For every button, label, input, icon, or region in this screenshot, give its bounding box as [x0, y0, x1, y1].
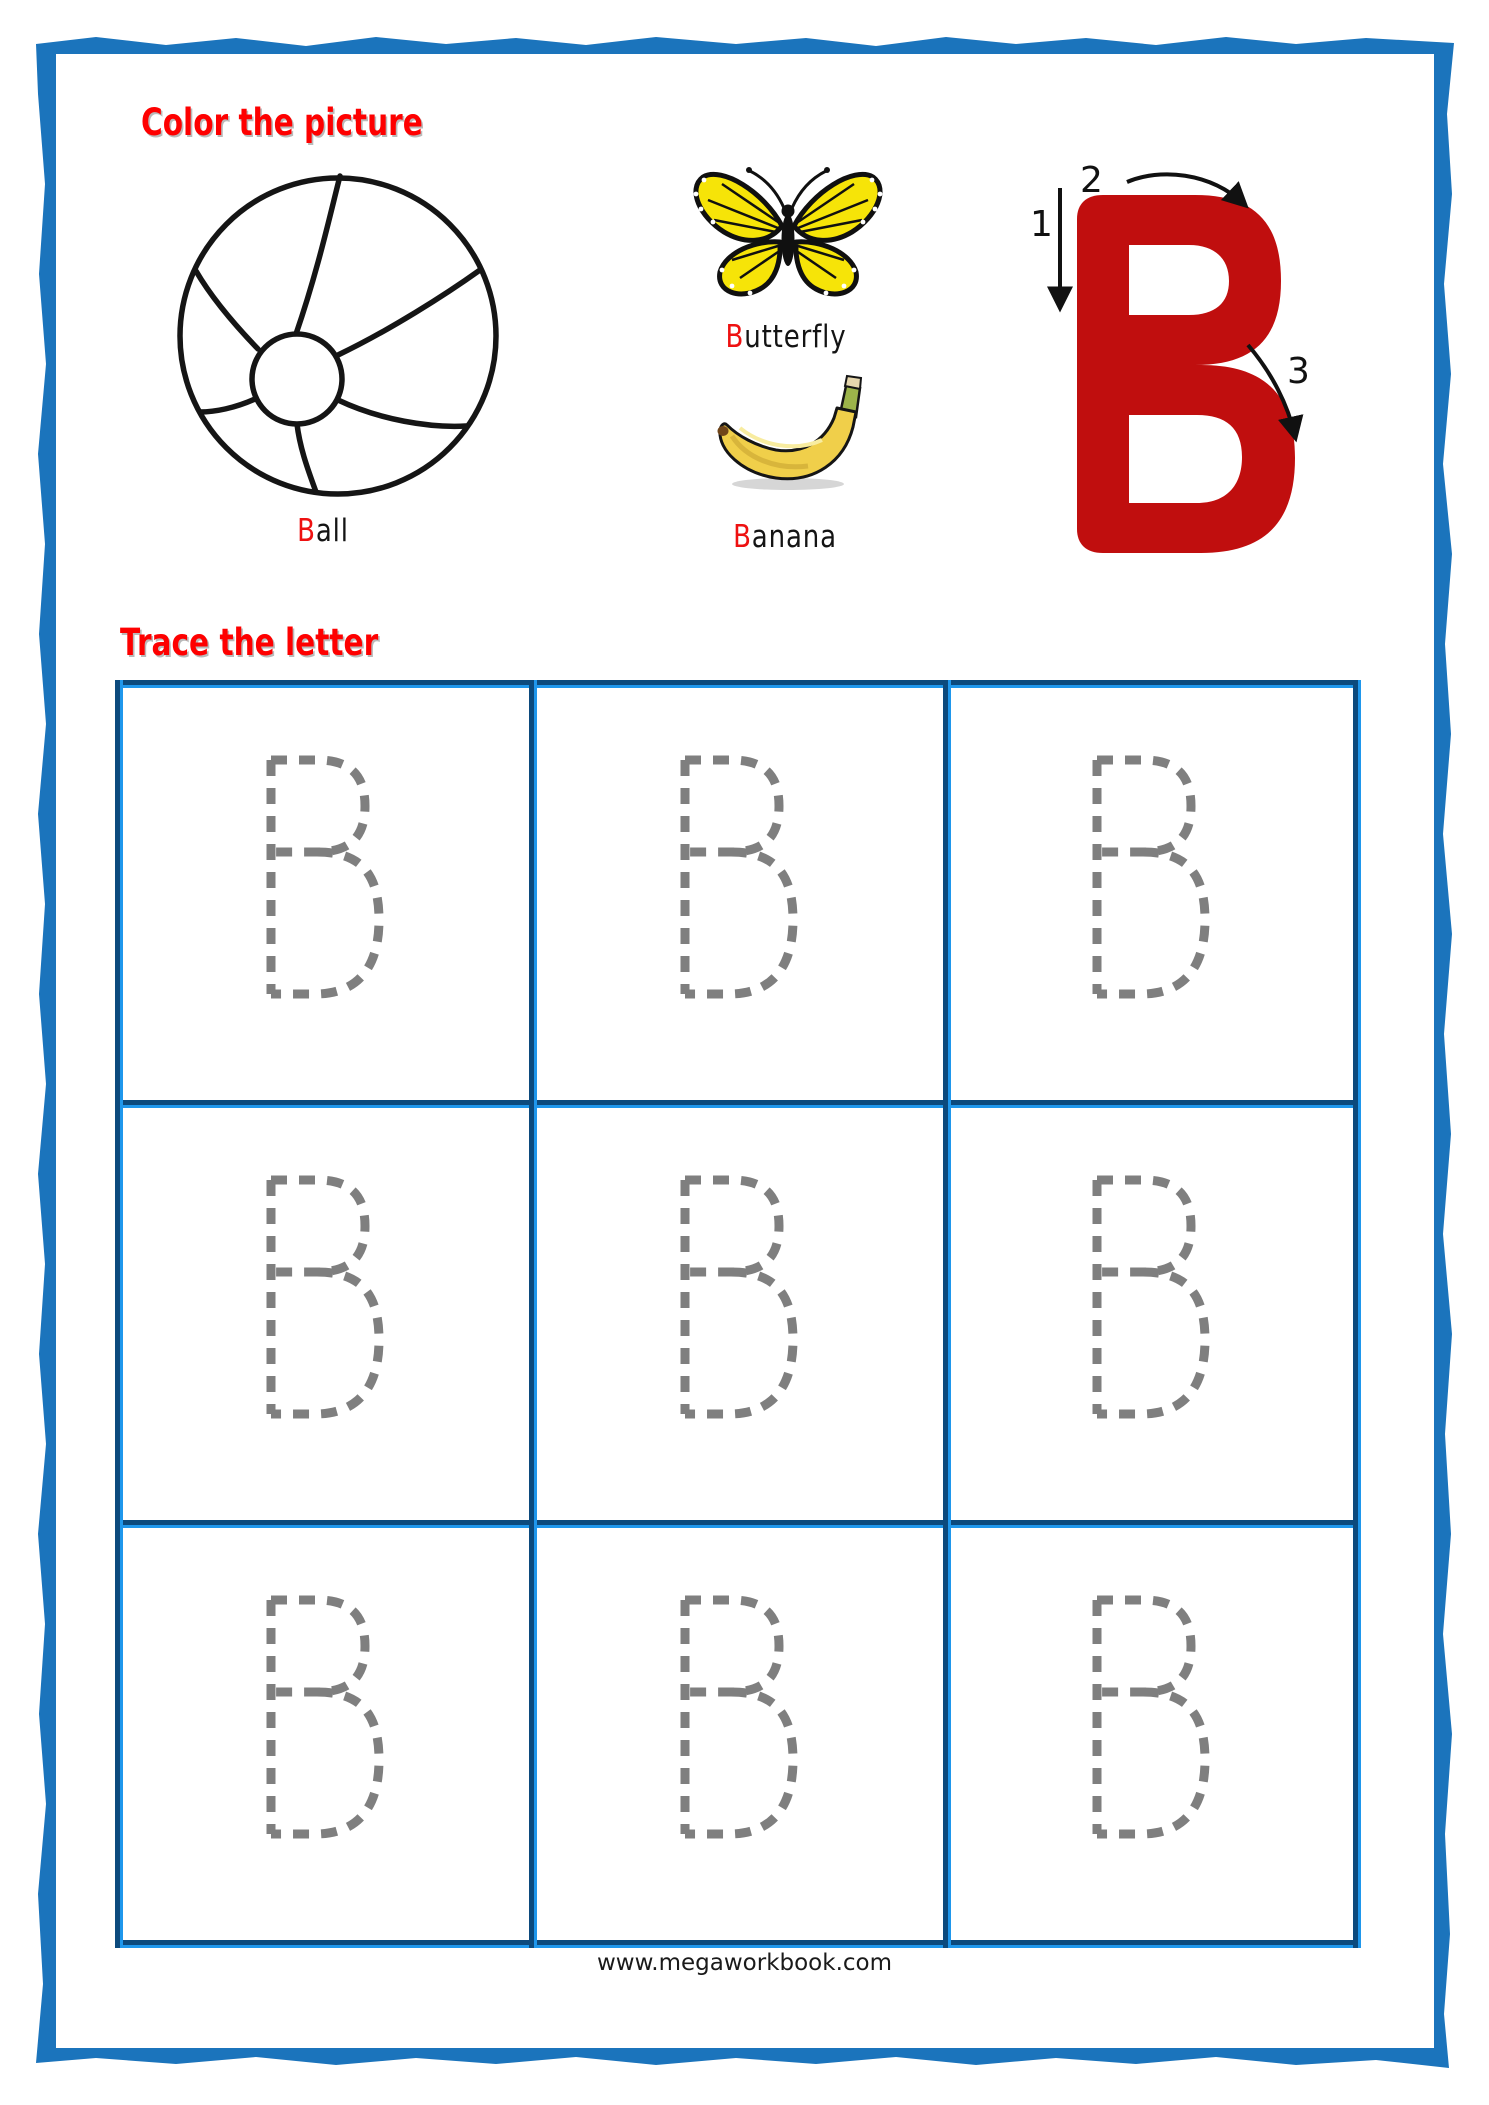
beach-ball-outline: [180, 178, 496, 494]
ball-label-initial: B: [297, 513, 316, 549]
guide-letter-b: [1077, 195, 1295, 553]
trace-letter-cell-5: [685, 1180, 793, 1414]
banana-tip: [718, 426, 729, 436]
banana-label-rest: anana: [751, 519, 837, 555]
beach-ball-drawing: [170, 165, 510, 510]
trace-section-heading: Trace the letter: [120, 621, 379, 664]
butterfly-antenna-tip: [824, 167, 830, 173]
trace-letter-cell-6: [1097, 1180, 1205, 1414]
ball-label: [252, 513, 395, 549]
trace-letter-cell-7: [271, 1600, 379, 1834]
beach-ball-seam: [338, 400, 466, 426]
stroke-number-3: 3: [1287, 351, 1310, 392]
butterfly-label-initial: B: [725, 319, 745, 355]
beach-ball-seam: [296, 176, 340, 334]
butterfly-body: [782, 214, 795, 266]
beach-ball-seam: [338, 270, 480, 355]
stroke-number-2: 2: [1080, 160, 1103, 201]
trace-letter-cell-8: [685, 1600, 793, 1834]
butterfly-label: [702, 319, 870, 355]
butterfly-antenna-tip: [746, 167, 752, 173]
banana-icon: [710, 370, 870, 495]
trace-letter-cell-2: [685, 760, 793, 994]
banana-stem-cap: [845, 376, 861, 389]
trace-grid-lines: [115, 680, 1361, 1948]
trace-letter-cell-3: [1097, 760, 1205, 994]
beach-ball-seam: [297, 424, 316, 492]
trace-grid: [115, 680, 1361, 1948]
banana-label-initial: B: [733, 519, 752, 555]
color-section-heading: Color the picture: [141, 101, 423, 144]
butterfly-icon: [688, 162, 888, 307]
beach-ball-seam: [200, 399, 255, 412]
ball-label-rest: all: [315, 513, 349, 549]
trace-letter-cell-1: [271, 760, 379, 994]
stroke-number-1: 1: [1030, 204, 1053, 245]
butterfly-head: [782, 205, 795, 218]
butterfly-label-rest: utterfly: [744, 319, 847, 355]
banana-label: [701, 519, 869, 555]
beach-ball-seam: [196, 271, 258, 349]
butterfly-wing: [720, 242, 781, 294]
trace-letter-cell-4: [271, 1180, 379, 1414]
beach-ball-center-circle: [252, 334, 342, 424]
trace-letter-cell-9: [1097, 1600, 1205, 1834]
butterfly-wing: [796, 242, 857, 294]
website-footer: www.megaworkbook.com: [596, 1950, 893, 1976]
